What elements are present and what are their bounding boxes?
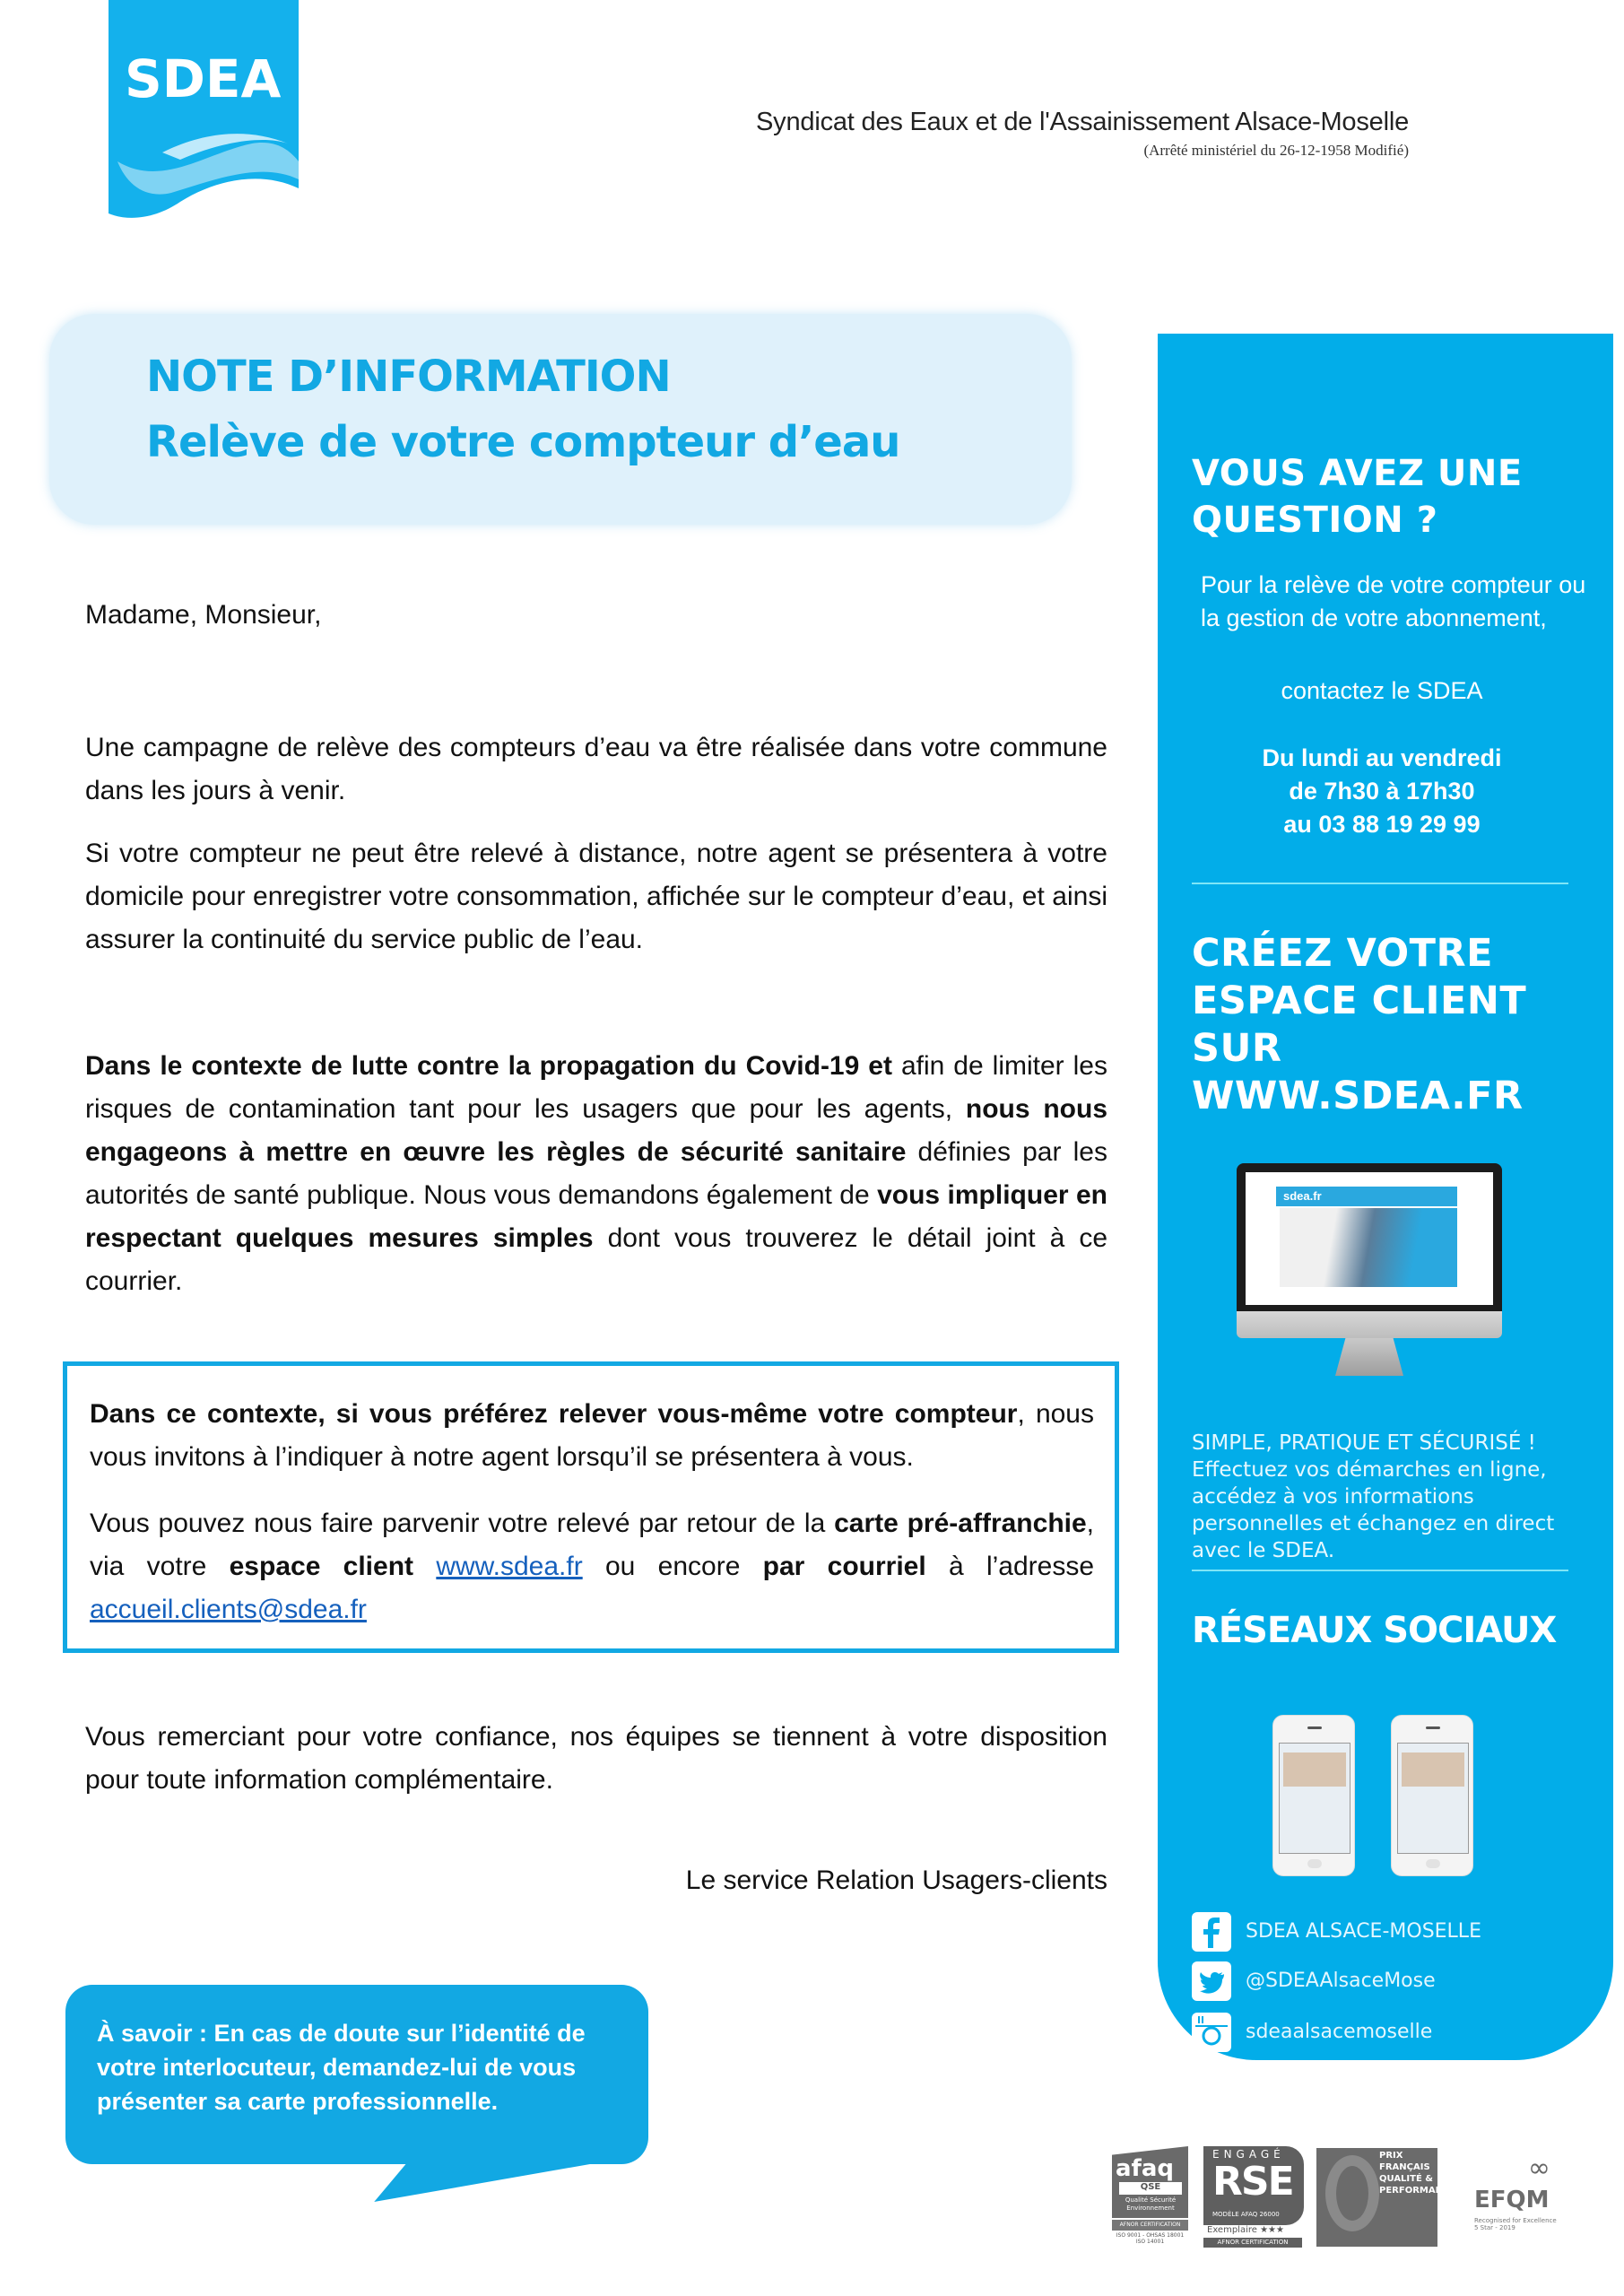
svg-text:SDEA: SDEA — [125, 48, 282, 109]
monitor-chin — [1237, 1311, 1502, 1338]
text: , nous vous invitons à l’indiquer à notre agent lorsqu’il se présentera à vous. — [90, 1399, 1094, 1472]
notice-bubble — [65, 1985, 648, 2164]
paragraph-self-reading — [90, 1393, 1094, 1479]
level-label: Exemplaire ★★★ — [1207, 2225, 1284, 2235]
bold-text: nous nous engageons à mettre en œuvre les règles de sécurité sanitaire — [85, 1094, 1108, 1167]
text: à l’adresse — [925, 1552, 1095, 1581]
email-link[interactable]: accueil.clients@sdea.fr — [90, 1595, 367, 1624]
q-emblem-icon — [1325, 2155, 1379, 2231]
bold-text: Dans ce contexte, si vous préférez relever vous-même votre compteur — [90, 1399, 1018, 1429]
certification-logos — [1112, 2139, 1614, 2260]
heading-line: QUESTION ? — [1192, 500, 1438, 541]
divider — [1192, 883, 1568, 884]
paragraph-agent-visit: Si votre compteur ne peut être relevé à distance, notre agent se présentera à votre domicile pour enregistrer votre consommation, affichée sur le compteur d’eau, et ainsi assurer la continuité du service public de l’eau. — [85, 839, 1107, 954]
paragraph-closing: Vous remerciant pour votre confiance, nos équipes se tiennent à votre disposition pour toute information complémentaire. — [85, 1722, 1107, 1795]
question-heading — [1192, 450, 1523, 544]
bold-text: espace client — [229, 1552, 414, 1581]
afaq-qse-logo — [1112, 2146, 1188, 2243]
phone-number[interactable]: au 03 88 19 29 99 — [1283, 811, 1481, 838]
heading-line: VOUS AVEZ UNE — [1192, 453, 1523, 494]
social-instagram[interactable] — [1192, 2013, 1586, 2056]
organization-name: Syndicat des Eaux et de l'Assainissement Alsace-Moselle — [756, 108, 1409, 136]
paragraph-covid — [85, 1045, 1107, 1303]
hours-times: de 7h30 à 17h30 — [1289, 778, 1475, 804]
bold-text: par courriel — [762, 1552, 926, 1581]
social-heading: RÉSEAUX SOCIAUX — [1192, 1610, 1557, 1651]
text: dont vous trouverez le détail joint à ce courrier. — [85, 1223, 1108, 1296]
facebook-label: SDEA ALSACE-MOSELLE — [1246, 1920, 1481, 1943]
signature: Le service Relation Usagers-clients — [685, 1866, 1107, 1895]
heading-line: ESPACE CLIENT — [1192, 978, 1527, 1023]
heading-line: SUR — [1192, 1026, 1282, 1071]
instagram-icon — [1192, 2013, 1231, 2052]
afnor-label: AFNOR CERTIFICATION — [1203, 2238, 1302, 2248]
afnor-label: AFNOR CERTIFICATION — [1112, 2220, 1188, 2231]
bold-text: vous impliquer en respectant quelques mesures simples — [85, 1180, 1107, 1253]
monitor-screen — [1246, 1172, 1493, 1305]
efqm-infinity-icon: ∞ — [1528, 2152, 1550, 2184]
espace-client-heading — [1192, 930, 1526, 1120]
rse-logo — [1203, 2146, 1304, 2247]
qse-label: QSE — [1119, 2182, 1182, 2195]
wave-logo-icon — [109, 0, 299, 224]
prix-qualite-logo — [1316, 2148, 1456, 2247]
contact-sdea: contactez le SDEA — [1281, 677, 1483, 704]
phone-twitter — [1391, 1715, 1473, 1876]
efqm-logo — [1474, 2152, 1609, 2242]
monitor-stand — [1335, 1338, 1403, 1376]
text: ou encore — [582, 1552, 763, 1581]
social-twitter[interactable] — [1192, 1961, 1586, 2005]
text: , via votre — [90, 1509, 1095, 1581]
bubble-tail — [374, 2161, 605, 2202]
monitor-illustration — [1237, 1163, 1506, 1383]
phone-facebook — [1272, 1715, 1355, 1876]
iso-label: ISO 9001 - OHSAS 18001 ISO 14001 — [1116, 2232, 1185, 2245]
page-subtitle: Relève de votre compteur d’eau — [146, 417, 900, 467]
text: afin de limiter les risques de contamination tant pour les usagers que pour les agents, — [85, 1051, 1107, 1124]
paragraph-campaign: Une campagne de relève des compteurs d’eau va être réalisée dans votre commune dans les jours à venir. — [85, 733, 1107, 805]
website-heading: WWW.SDEA.FR — [1192, 1074, 1524, 1118]
efqm-label: EFQM — [1474, 2187, 1550, 2213]
site-hero-image — [1280, 1208, 1457, 1287]
facebook-icon — [1192, 1912, 1231, 1952]
title-box — [49, 314, 1072, 525]
text: Vous pouvez nous faire parvenir votre relevé par retour de la — [90, 1509, 835, 1538]
organization-subtitle: (Arrêté ministériel du 26-12-1958 Modifié) — [1143, 142, 1409, 159]
divider — [1192, 1570, 1568, 1571]
text: définies par les autorités de santé publique. Nous vous demandons également de — [85, 1137, 1107, 1210]
notice-text: À savoir : En cas de doute sur l’identité de votre interlocuteur, demandez-lui de vous présenter sa carte professionnelle. — [97, 2020, 586, 2115]
self-reading-info-box — [63, 1361, 1119, 1653]
twitter-icon — [1192, 1961, 1231, 2001]
social-facebook[interactable] — [1192, 1912, 1586, 1955]
website-link[interactable]: www.sdea.fr — [436, 1552, 583, 1581]
bold-text: Dans le contexte de lutte contre la propagation du Covid-19 et — [85, 1051, 892, 1081]
sdea-logo — [109, 0, 299, 224]
phones-illustration — [1272, 1715, 1506, 1903]
model-label: MODÈLE AFAQ 26000 — [1212, 2211, 1280, 2218]
greeting: Madame, Monsieur, — [85, 600, 322, 630]
afaq-label: afaq — [1116, 2155, 1175, 2182]
bold-text: carte pré-affranchie — [834, 1509, 1087, 1538]
efqm-sub: Recognised for Excellence 5 Star - 2019 — [1474, 2217, 1557, 2231]
engage-label: ENGAGÉ — [1212, 2148, 1285, 2161]
features-text: SIMPLE, PRATIQUE ET SÉCURISÉ ! Effectuez vos démarches en ligne, accédez à vos informations personnelles et échangez en direct avec le SDEA. — [1192, 1431, 1555, 1562]
site-header — [1276, 1187, 1457, 1206]
contact-sidebar — [1158, 334, 1613, 2060]
qse-sub: Qualité Sécurité Environnement — [1125, 2196, 1177, 2212]
heading-line: CRÉEZ VOTRE — [1192, 931, 1493, 976]
hours-days: Du lundi au vendredi — [1262, 744, 1502, 771]
paragraph-send-reading — [90, 1502, 1094, 1631]
instagram-label: sdeaalsacemoselle — [1246, 2021, 1433, 2043]
opening-hours — [1185, 742, 1579, 841]
prix-label: PRIX FRANÇAIS QUALITÉ & PERFORMANCE — [1379, 2151, 1456, 2196]
page-title: NOTE D’INFORMATION — [146, 352, 671, 402]
monitor-frame — [1237, 1163, 1502, 1311]
site-logo: sdea.fr — [1283, 1189, 1322, 1203]
twitter-label: @SDEAAlsaceMose — [1246, 1970, 1436, 1992]
rse-label: RSE — [1212, 2159, 1293, 2205]
contact-intro: Pour la relève de votre compteur ou la gestion de votre abonnement, — [1201, 571, 1586, 631]
